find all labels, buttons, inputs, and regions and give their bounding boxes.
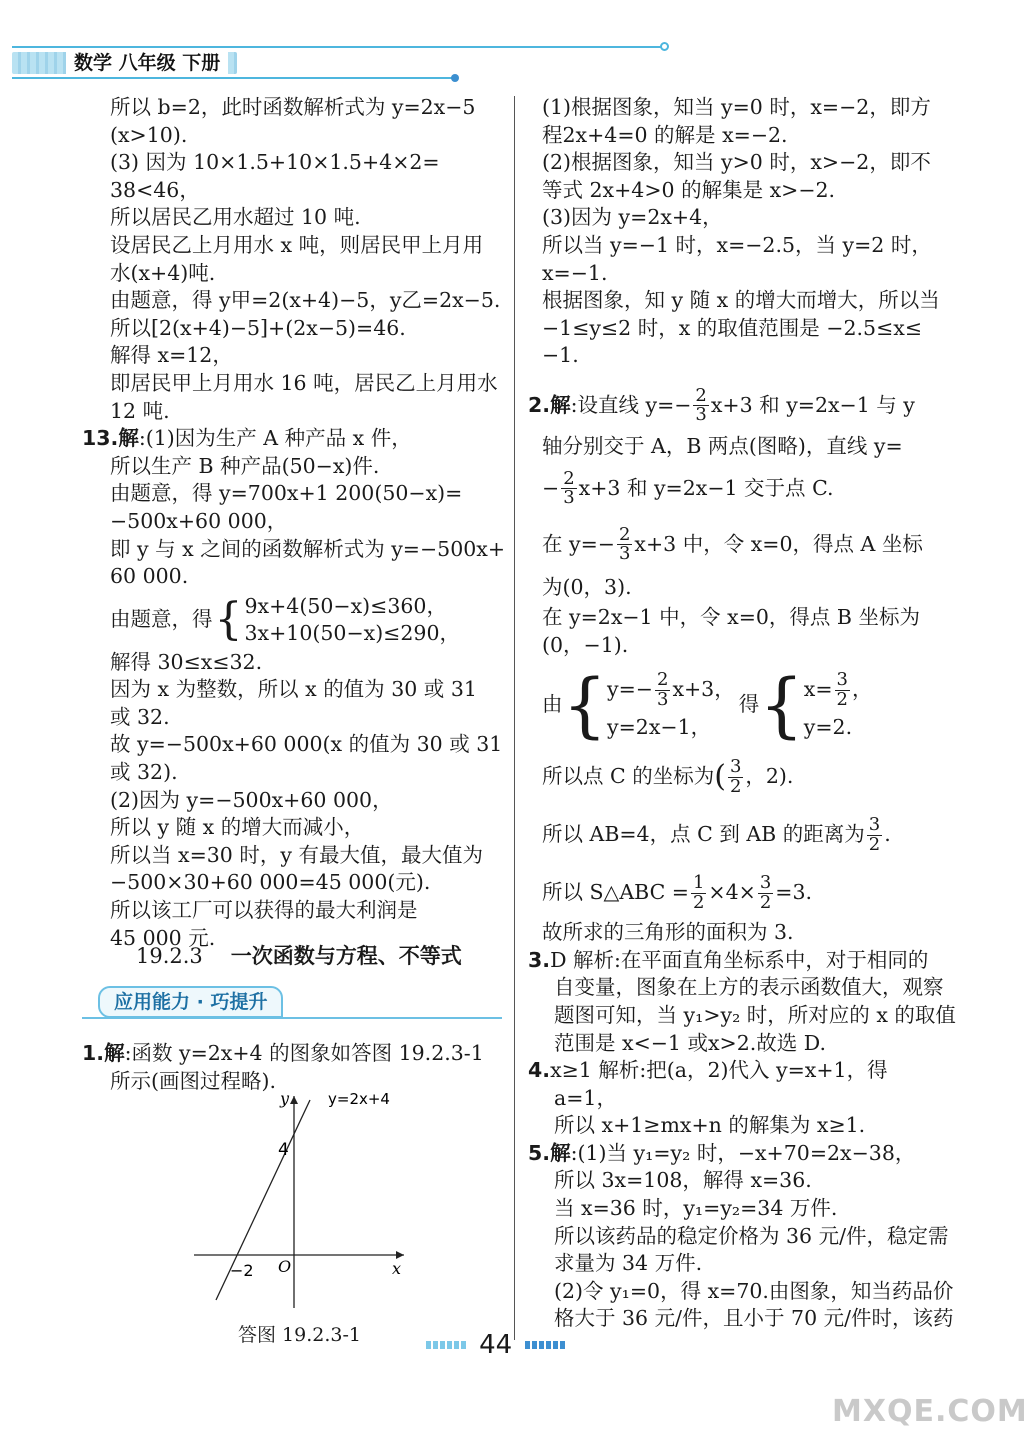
- text-line: 当 x=36 时，y₁=y₂=34 万件.: [554, 1196, 838, 1221]
- text-segment: 所以 AB=4，点 C 到 AB 的距离为: [542, 822, 865, 847]
- text-line: 即居民甲上月用水 16 吨，居民乙上月用水: [110, 370, 498, 395]
- brace-icon: {: [759, 664, 804, 747]
- text-line: 轴分别交于 A，B 两点(图略)，直线 y=: [542, 433, 903, 458]
- text-line: (3) 因为 10×1.5+10×1.5+4×2=: [110, 150, 440, 175]
- solution-label: 解: [104, 1041, 125, 1065]
- fraction-numerator: 2: [563, 467, 575, 489]
- line-equation-label: y=2x+4: [328, 1090, 390, 1108]
- fraction: [728, 755, 743, 797]
- text-line: 程2x+4=0 的解是 x=−2.: [542, 122, 788, 147]
- text-line: D 解析:在平面直角坐标系中，对于相同的: [550, 947, 929, 972]
- fraction: [617, 523, 632, 565]
- text-segment: ，2).: [745, 764, 794, 789]
- text-line: x=−1.: [542, 260, 608, 285]
- x-intercept-label: −2: [230, 1261, 254, 1280]
- text-line: −1≤y≤2 时，x 的取值范围是 −2.5≤x≤: [542, 315, 923, 340]
- fraction-denominator: 2: [729, 775, 742, 797]
- header-circle-ornament: [660, 42, 669, 51]
- system-prefix: 由: [542, 692, 563, 717]
- origin-label: O: [278, 1257, 292, 1276]
- question-2-heading: [528, 384, 960, 428]
- problem-number: 1.: [82, 1041, 105, 1065]
- text-line: 60 000.: [110, 564, 189, 589]
- text-line: 自变量，图象在上方的表示函数值大，观察: [554, 975, 944, 1000]
- text-line: 因为 x 为整数，所以 x 的值为 30 或 31: [110, 677, 477, 702]
- system-line: y=2x−1，: [607, 715, 712, 740]
- fraction-denominator: 3: [695, 404, 707, 426]
- footer-ornament-right: [525, 1341, 565, 1349]
- fraction: [758, 871, 773, 913]
- text-segment: x+3，: [672, 677, 735, 702]
- y-axis-label: y: [280, 1089, 290, 1108]
- problem-number: 13.: [82, 426, 119, 451]
- question-1: [82, 1040, 506, 1095]
- text-segment: ，: [851, 677, 873, 702]
- fraction: [867, 813, 882, 855]
- fraction-numerator: 2: [618, 523, 631, 545]
- system-line: [804, 668, 873, 712]
- text-line: (2)令 y₁=0，得 x=70.由图象，知当药品价: [554, 1278, 954, 1303]
- header-rule-bottom: [12, 77, 454, 79]
- text-segment: x+3 和 y=2x−1 与 y: [710, 393, 915, 418]
- fraction-denominator: 2: [836, 688, 848, 710]
- fraction: [655, 668, 670, 710]
- system-line: 3x+10(50−x)≤290，: [244, 620, 460, 645]
- fraction-denominator: 2: [868, 833, 881, 855]
- text-segment: 在 y=−: [542, 532, 615, 557]
- fraction-numerator: 1: [692, 871, 705, 893]
- text-line: 范围是 x<−1 或x>2.故选 D.: [554, 1030, 827, 1055]
- figure-caption: 答图 19.2.3-1: [238, 1324, 361, 1346]
- text-segment: x+3 中，令 x=0，得点 A 坐标: [634, 532, 923, 557]
- text-line: a=1，: [554, 1085, 617, 1110]
- text-line-with-fraction: [528, 464, 960, 514]
- text-line: 故所求的三角形的面积为 3.: [542, 920, 794, 945]
- system-line: [607, 668, 735, 712]
- text-line: 为(0，3).: [542, 574, 632, 599]
- distance-line: [528, 809, 960, 861]
- text-segment: 所以 S△ABC =: [542, 880, 689, 905]
- text-line: (3)因为 y=2x+4，: [542, 205, 723, 230]
- text-line: 根据图象，知 y 随 x 的增大而增大，所以当: [542, 288, 940, 313]
- text-segment: :设直线 y=−: [570, 393, 692, 418]
- text-line: 所以当 x=30 时，y 有最大值，最大值为: [110, 842, 483, 867]
- fraction-numerator: 3: [729, 755, 742, 777]
- inequality-system: [82, 591, 506, 649]
- text-line: (2)因为 y=−500x+60 000，: [110, 787, 393, 812]
- section-number: 19.2.3: [136, 944, 203, 968]
- fraction-numerator: 2: [656, 668, 669, 690]
- text-line: :(1)因为生产 A 种产品 x 件，: [138, 426, 412, 451]
- text-line: (2)根据图象，知当 y>0 时，x>−2，即不: [542, 150, 931, 175]
- text-line: (1)根据图象，知当 y=0 时，x=−2，即方: [542, 95, 931, 119]
- text-line: 38<46，: [110, 177, 200, 202]
- text-line: x≥1 解析:把(a，2)代入 y=x+1，得: [550, 1058, 888, 1083]
- text-line: 所以居民乙用水超过 10 吨.: [110, 205, 361, 230]
- text-line: 所以 y 随 x 的增大而减小，: [110, 815, 365, 840]
- text-line: −1.: [542, 343, 579, 368]
- fraction: [835, 668, 850, 710]
- badge-label: 应用能力 · 巧提升: [98, 986, 283, 1018]
- solution-label: 解: [550, 1140, 571, 1165]
- fraction-denominator: 2: [692, 891, 705, 913]
- text-line: 所以该药品的稳定价格为 36 元/件，稳定需: [554, 1223, 949, 1248]
- question-5-heading: [528, 1140, 960, 1168]
- text-segment: x=: [803, 677, 833, 702]
- fraction-denominator: 3: [618, 543, 631, 565]
- text-line: 水(x+4)吨.: [110, 260, 216, 285]
- solution-label: 解: [550, 393, 571, 418]
- text-line: (0，−1).: [542, 632, 629, 657]
- text-line: 所以 b=2，此时函数解析式为 y=2x−5: [110, 95, 476, 119]
- text-line: 所示(画图过程略).: [110, 1068, 277, 1093]
- text-line: −500x+60 000，: [110, 508, 288, 533]
- text-line: 所以 x+1≥mx+n 的解集为 x≥1.: [554, 1113, 866, 1138]
- x-axis-label: x: [392, 1259, 402, 1278]
- text-line: 12 吨.: [110, 398, 170, 423]
- text-line: 题图可知，当 y₁>y₂ 时，所对应的 x 的取值: [554, 1002, 956, 1027]
- text-segment: −: [542, 476, 560, 501]
- column-divider: [514, 96, 515, 1340]
- fraction: [561, 467, 576, 509]
- brace-icon: {: [562, 664, 608, 747]
- problem-number: 5.: [528, 1140, 551, 1165]
- system-get: 得: [738, 692, 760, 717]
- equation-system: [528, 659, 960, 751]
- text-line: 由题意，得 y=700x+1 200(50−x)=: [110, 481, 463, 506]
- header-dot-ornament: [451, 74, 459, 82]
- y-intercept-label: 4: [278, 1140, 289, 1160]
- x-axis-arrow-icon: [396, 1251, 404, 1259]
- area-line: [528, 867, 960, 919]
- footer-ornament-left: [426, 1341, 466, 1349]
- text-line: −500×30+60 000=45 000(元).: [110, 870, 431, 895]
- y-axis-arrow-icon: [290, 1096, 298, 1104]
- text-line: 由题意，得 y甲=2(x+4)−5，y乙=2x−5.: [110, 288, 501, 313]
- text-line: 所以 3x=108，解得 x=36.: [554, 1168, 812, 1193]
- text-segment: (: [714, 759, 726, 795]
- brace-icon: {: [214, 593, 243, 645]
- fraction-denominator: 3: [656, 688, 669, 710]
- text-line: 45 000 元.: [110, 925, 216, 950]
- section-name: 一次函数与方程、不等式: [230, 944, 462, 968]
- watermark: MXQE.COM: [832, 1394, 1028, 1429]
- fraction-numerator: 3: [759, 871, 772, 893]
- text-line: 设居民乙上月用水 x 吨，则居民甲上月用: [110, 232, 484, 257]
- text-line: 等式 2x+4>0 的解集是 x>−2.: [542, 177, 836, 202]
- question-4-heading: [528, 1057, 960, 1085]
- fraction-numerator: 3: [836, 668, 848, 690]
- text-line: 在 y=2x−1 中，令 x=0，得点 B 坐标为: [542, 604, 921, 629]
- text-line: 求量为 34 万件.: [554, 1251, 703, 1276]
- text-line: (x>10).: [110, 122, 188, 147]
- function-graph: [186, 1090, 416, 1315]
- fraction-denominator: 3: [563, 487, 575, 509]
- header-title: 数学 八年级 下册: [66, 50, 228, 76]
- right-column: [528, 94, 960, 1333]
- left-column: [82, 94, 506, 952]
- text-segment: .: [884, 822, 891, 847]
- text-line: 或 32).: [110, 760, 178, 785]
- text-line: :(1)当 y₁=y₂ 时，−x+70=2x−38，: [570, 1140, 916, 1165]
- page-footer: [426, 1330, 565, 1364]
- fraction-numerator: 2: [695, 384, 707, 406]
- text-segment: x+3 和 y=2x−1 交于点 C.: [578, 476, 834, 501]
- fraction: [693, 384, 708, 426]
- section-badge: [82, 986, 502, 1022]
- text-line: 所以该工厂可以获得的最大利润是: [110, 898, 418, 923]
- text-line: 故 y=−500x+60 000(x 的值为 30 或 31: [110, 732, 503, 757]
- text-line: 所以当 y=−1 时，x=−2.5，当 y=2 时，: [542, 232, 932, 257]
- problem-13-heading: [82, 425, 506, 453]
- solution-label: 解: [118, 426, 139, 451]
- text-segment: y=−: [607, 677, 653, 702]
- text-segment: =3.: [775, 880, 813, 905]
- text-line: 所以生产 B 种产品(50−x)件.: [110, 453, 380, 478]
- fraction-denominator: 2: [759, 891, 772, 913]
- question-3-heading: [528, 947, 960, 975]
- text-line-with-fraction: [528, 520, 960, 570]
- fraction-numerator: 3: [868, 813, 881, 835]
- text-line: 所以[2(x+4)−5]+(2x−5)=46.: [110, 315, 406, 340]
- question-1-heading: [82, 1040, 506, 1068]
- text-segment: ×4×: [708, 880, 756, 905]
- system-line: y=2.: [803, 715, 853, 740]
- text-line: 即 y 与 x 之间的函数解析式为 y=−500x+: [110, 536, 506, 561]
- text-segment: 所以点 C 的坐标为: [542, 764, 715, 789]
- text-line: 解得 x=12，: [110, 343, 233, 368]
- problem-number: 3.: [528, 947, 551, 972]
- point-c-line: [528, 751, 960, 803]
- header-rule-top: [12, 46, 664, 48]
- problem-number: 2.: [528, 393, 551, 418]
- problem-number: 4.: [528, 1058, 551, 1083]
- page-number: 44: [479, 1330, 513, 1360]
- text-line: 格大于 36 元/件，且小于 70 元/件时，该药: [554, 1306, 954, 1331]
- system-line: 9x+4(50−x)≤360，: [244, 593, 447, 618]
- system-prefix: 由题意，得: [110, 606, 213, 631]
- text-line: 或 32.: [110, 704, 170, 729]
- fraction: [691, 871, 706, 913]
- section-title: [136, 940, 462, 970]
- text-line: :函数 y=2x+4 的图象如答图 19.2.3-1: [124, 1041, 484, 1065]
- text-line: 解得 30≤x≤32.: [110, 649, 263, 674]
